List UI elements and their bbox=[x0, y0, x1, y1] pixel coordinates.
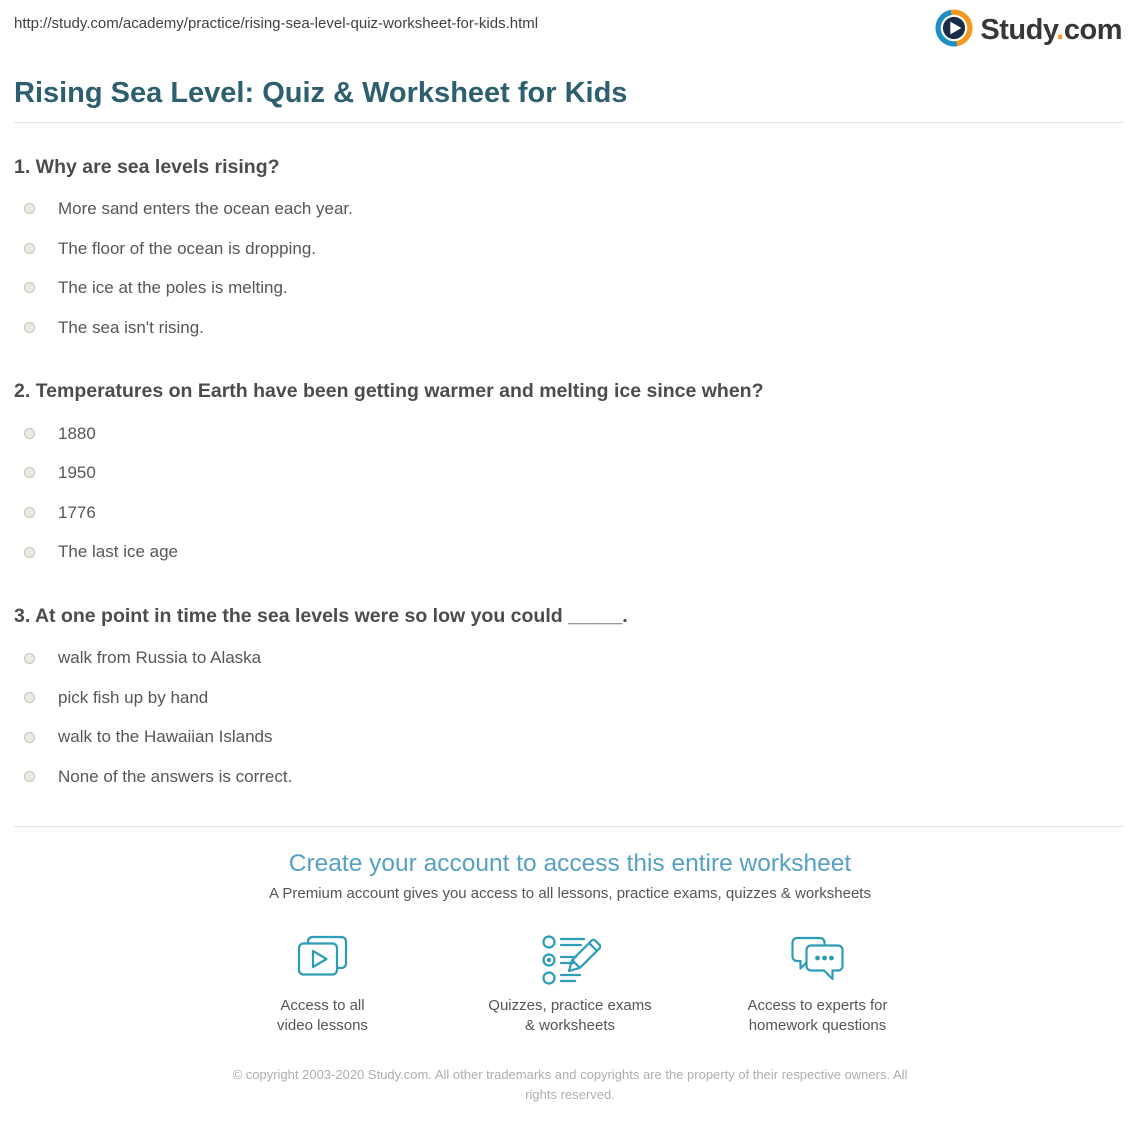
question-1-option-4[interactable] bbox=[14, 308, 1126, 348]
quizzes-worksheets-icon bbox=[458, 930, 683, 986]
title-divider bbox=[14, 122, 1124, 123]
radio-button[interactable] bbox=[24, 282, 35, 293]
option-label[interactable]: 1950 bbox=[58, 463, 96, 483]
page-header bbox=[0, 0, 1140, 53]
radio-button[interactable] bbox=[24, 243, 35, 254]
experts-chat-icon bbox=[705, 930, 930, 986]
option-label[interactable]: walk from Russia to Alaska bbox=[58, 648, 262, 668]
option-label[interactable]: None of the answers is correct. bbox=[58, 766, 293, 786]
option-label[interactable]: The last ice age bbox=[58, 542, 179, 562]
signup-heading[interactable]: Create your account to access this entire worksheet bbox=[288, 850, 852, 878]
question-1-option-3[interactable] bbox=[14, 268, 1126, 308]
feature-experts-chat bbox=[705, 930, 930, 1037]
radio-button[interactable] bbox=[24, 203, 35, 214]
question-1-prompt: 1. Why are sea levels rising? bbox=[14, 155, 280, 178]
question-3-prompt: 3. At one point in time the sea levels were so low you could _____. bbox=[14, 604, 628, 627]
radio-button[interactable] bbox=[24, 692, 35, 703]
radio-button[interactable] bbox=[24, 732, 35, 743]
question-2 bbox=[14, 380, 1126, 572]
question-2-option-4[interactable] bbox=[14, 532, 1126, 572]
radio-button[interactable] bbox=[24, 771, 35, 782]
copyright-text: © copyright 2003-2020 Study.com. All other trademarks and copyrights are the property of their respective owners. All rights reserved. bbox=[232, 1066, 908, 1103]
option-label[interactable]: More sand enters the ocean each year. bbox=[58, 199, 353, 219]
video-lessons-icon bbox=[210, 930, 435, 986]
question-1-option-2[interactable] bbox=[14, 229, 1126, 269]
question-2-option-1[interactable] bbox=[14, 414, 1126, 454]
radio-button[interactable] bbox=[24, 428, 35, 439]
option-label[interactable]: 1776 bbox=[58, 502, 96, 522]
question-1 bbox=[14, 156, 1126, 348]
question-3 bbox=[14, 605, 1126, 797]
option-label[interactable]: The sea isn't rising. bbox=[58, 317, 204, 337]
question-3-option-1[interactable] bbox=[14, 638, 1126, 678]
radio-button[interactable] bbox=[24, 507, 35, 518]
question-2-option-2[interactable] bbox=[14, 453, 1126, 493]
feature-caption: Access to experts for homework questions bbox=[747, 997, 888, 1035]
radio-button[interactable] bbox=[24, 467, 35, 478]
question-3-option-3[interactable] bbox=[14, 717, 1126, 757]
study-com-logo-icon bbox=[935, 9, 973, 52]
study-com-logo[interactable] bbox=[935, 9, 1122, 52]
question-3-option-4[interactable] bbox=[14, 757, 1126, 797]
radio-button[interactable] bbox=[24, 653, 35, 664]
option-label[interactable]: 1880 bbox=[58, 423, 96, 443]
content-divider bbox=[14, 826, 1124, 827]
feature-video-lessons bbox=[210, 930, 435, 1037]
signup-subheading: A Premium account gives you access to all lessons, practice exams, quizzes & worksheets bbox=[269, 885, 871, 903]
signup-section bbox=[0, 849, 1140, 902]
study-com-logo-text: Study.com bbox=[980, 14, 1122, 46]
question-3-option-2[interactable] bbox=[14, 678, 1126, 718]
option-label[interactable]: The floor of the ocean is dropping. bbox=[58, 238, 316, 258]
page-url: http://study.com/academy/practice/rising-sea-level-quiz-worksheet-for-kids.html bbox=[14, 15, 539, 32]
features-row bbox=[210, 930, 930, 1037]
radio-button[interactable] bbox=[24, 322, 35, 333]
page-title: Rising Sea Level: Quiz & Worksheet for Kids bbox=[14, 77, 628, 109]
radio-button[interactable] bbox=[24, 547, 35, 558]
option-label[interactable]: pick fish up by hand bbox=[58, 687, 209, 707]
question-2-option-3[interactable] bbox=[14, 493, 1126, 533]
question-1-option-1[interactable] bbox=[14, 189, 1126, 229]
feature-caption: Access to all video lessons bbox=[277, 997, 368, 1035]
feature-quizzes-worksheets bbox=[458, 930, 683, 1037]
feature-caption: Quizzes, practice exams & worksheets bbox=[488, 997, 652, 1035]
question-2-prompt: 2. Temperatures on Earth have been getting warmer and melting ice since when? bbox=[14, 380, 764, 403]
option-label[interactable]: walk to the Hawaiian Islands bbox=[58, 727, 273, 747]
option-label[interactable]: The ice at the poles is melting. bbox=[58, 278, 288, 298]
